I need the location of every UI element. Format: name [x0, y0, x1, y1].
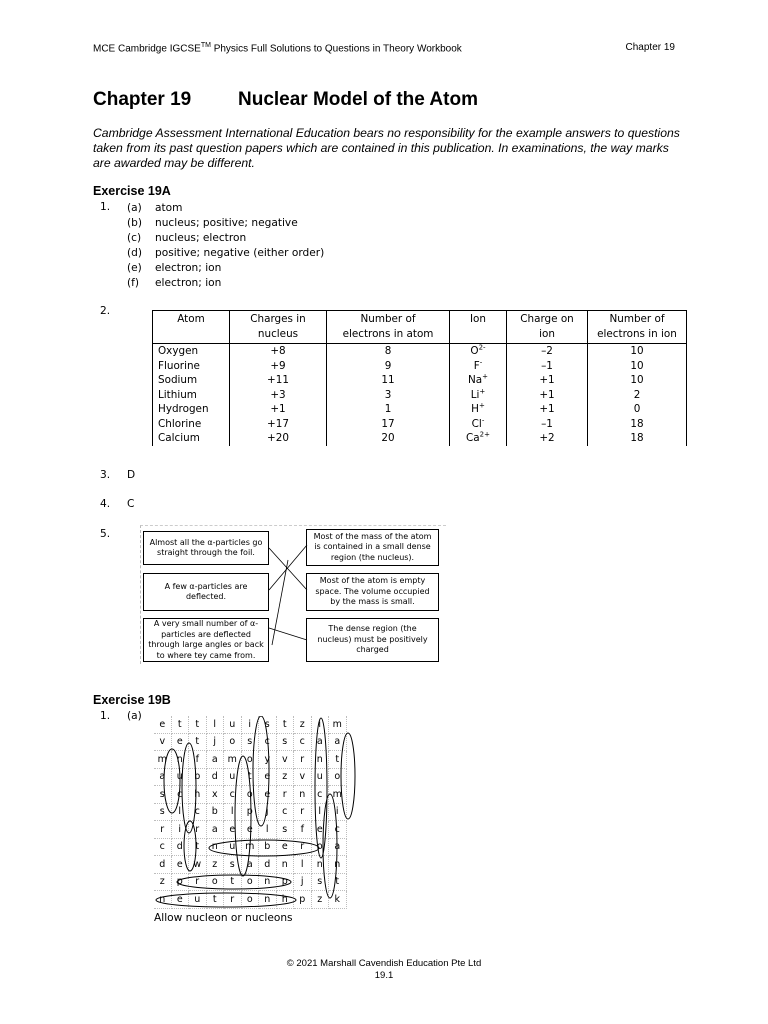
grid-letter: m	[242, 839, 260, 857]
table-cell	[588, 388, 687, 403]
grid-letter: t	[224, 874, 242, 892]
table-cell	[327, 402, 450, 417]
grid-letter: n	[207, 839, 225, 857]
ion-charge-superscript: +	[482, 372, 488, 381]
cell-text: Fluorine	[158, 359, 200, 372]
ion-charge-superscript: 2+	[479, 430, 490, 439]
grid-letter: a	[312, 734, 330, 752]
grid-letter: e	[172, 891, 190, 909]
cell-text: Cl	[471, 417, 482, 430]
cell-text: 9	[384, 359, 392, 372]
grid-letter: e	[154, 716, 172, 734]
grid-letter: f	[294, 821, 312, 839]
grid-letter: e	[259, 769, 277, 787]
grid-letter: o	[224, 734, 242, 752]
table-cell	[450, 373, 507, 388]
table-cell	[327, 431, 450, 446]
grid-letter: z	[312, 891, 330, 909]
ion-charge-superscript: +	[479, 387, 486, 396]
table-cell	[588, 431, 687, 446]
grid-letter: s	[259, 716, 277, 734]
grid-letter: a	[207, 821, 225, 839]
cell-text: 17	[381, 417, 395, 430]
header-line: Ion	[469, 313, 486, 325]
word-circle	[235, 756, 251, 876]
table-cell	[153, 373, 230, 388]
cell-text: Na	[467, 374, 483, 386]
answer: D	[127, 469, 136, 481]
table-cell	[507, 417, 588, 432]
grid-letter: c	[294, 734, 312, 752]
table-row	[153, 402, 687, 417]
grid-letter: m	[154, 751, 172, 769]
grid-letter: c	[277, 804, 295, 822]
cell-text: –2	[541, 345, 553, 357]
grid-letter: b	[259, 839, 277, 857]
cell-text: O	[470, 345, 479, 357]
word-circle	[156, 893, 296, 907]
cell-text: Ca	[466, 432, 480, 444]
grid-letter: c	[154, 839, 172, 857]
list-item-label: (d)	[127, 247, 142, 259]
chapter-name: Nuclear Model of the Atom	[238, 89, 478, 110]
grid-letter: s	[312, 874, 330, 892]
grid-letter: u	[224, 839, 242, 857]
table-row	[153, 344, 687, 359]
list-item-label: (c)	[127, 232, 142, 244]
grid-letter: e	[172, 856, 190, 874]
cell-text: +8	[270, 345, 286, 357]
grid-letter: b	[189, 769, 207, 787]
grid-letter: d	[172, 839, 190, 857]
footer-copyright: © 2021 Marshall Cavendish Education Pte Ltd	[286, 958, 482, 969]
grid-letter: n	[294, 786, 312, 804]
ion-charge-superscript: 2-	[478, 343, 486, 352]
grid-letter: c	[329, 821, 347, 839]
grid-letter: w	[189, 856, 207, 874]
grid-letter: n	[154, 891, 172, 909]
question-number: 1.	[100, 201, 111, 213]
grid-letter: u	[189, 891, 207, 909]
cell-text: +1	[539, 374, 555, 386]
table-cell	[450, 359, 507, 374]
question-sub: (a)	[127, 710, 142, 722]
grid-letter: v	[277, 751, 295, 769]
grid-letter: r	[189, 874, 207, 892]
cell-text: +9	[270, 359, 286, 372]
grid-letter: t	[329, 874, 347, 892]
table-cell	[230, 359, 327, 374]
grid-letter: j	[294, 874, 312, 892]
word-circle	[315, 718, 327, 858]
cell-text: 8	[384, 345, 392, 357]
table-cell	[153, 417, 230, 432]
ion-charge-superscript: +	[478, 401, 485, 410]
grid-letter: l	[259, 821, 277, 839]
grid-letter: n	[312, 856, 330, 874]
header-line: Atom	[177, 313, 205, 325]
table-row	[153, 431, 687, 446]
header-line: electrons in atom	[342, 328, 434, 340]
table-cell	[507, 388, 588, 403]
grid-letter: r	[154, 821, 172, 839]
match-left-box: Almost all the α-particles go straight through the foil.	[143, 531, 269, 565]
ions-table	[152, 310, 687, 446]
grid-letter: n	[277, 856, 295, 874]
cell-text: +1	[539, 388, 555, 401]
exercise-19b-heading: Exercise 19B	[93, 693, 171, 707]
grid-letter: t	[329, 751, 347, 769]
cell-text: +20	[267, 432, 289, 444]
word-circle	[182, 743, 196, 833]
table-cell	[153, 344, 230, 359]
table-cell	[450, 402, 507, 417]
grid-letter: e	[172, 734, 190, 752]
grid-letter: h	[277, 891, 295, 909]
list-item-answer: nucleus; positive; negative	[155, 217, 298, 229]
grid-letter: m	[329, 716, 347, 734]
table-cell	[153, 388, 230, 403]
answer: C	[127, 498, 135, 510]
word-circle	[184, 821, 196, 871]
grid-letter: o	[242, 786, 260, 804]
grid-letter: a	[242, 856, 260, 874]
grid-letter: d	[259, 856, 277, 874]
grid-letter: t	[207, 891, 225, 909]
grid-letter: h	[189, 786, 207, 804]
grid-letter: c	[312, 786, 330, 804]
grid-letter: l	[172, 804, 190, 822]
table-cell	[507, 402, 588, 417]
table-cell	[507, 373, 588, 388]
grid-letter: p	[294, 891, 312, 909]
table-cell	[327, 388, 450, 403]
table-cell	[153, 402, 230, 417]
grid-letter: b	[207, 804, 225, 822]
grid-letter: p	[242, 804, 260, 822]
grid-letter: z	[207, 856, 225, 874]
grid-letter: s	[277, 734, 295, 752]
grid-letter: d	[207, 769, 225, 787]
cell-text: 0	[633, 403, 641, 415]
grid-letter: n	[172, 751, 190, 769]
cell-text: Chlorine	[158, 417, 202, 430]
grid-letter: i	[172, 821, 190, 839]
grid-letter: a	[329, 839, 347, 857]
table-cell	[507, 344, 588, 359]
grid-letter: j	[259, 804, 277, 822]
table-header	[450, 311, 507, 344]
grid-letter: o	[242, 751, 260, 769]
grid-letter: j	[207, 734, 225, 752]
grid-letter: v	[154, 734, 172, 752]
table-cell	[450, 388, 507, 403]
grid-letter: u	[172, 769, 190, 787]
match-left-box: A few α-particles are deflected.	[143, 573, 269, 611]
header-line: nucleus	[257, 328, 299, 340]
grid-letter: c	[259, 734, 277, 752]
word-circle	[323, 794, 337, 898]
word-circle	[341, 733, 355, 819]
cell-text: 10	[630, 359, 644, 372]
page-title	[93, 89, 478, 111]
grid-letter: y	[259, 751, 277, 769]
list-item-label: (a)	[127, 202, 142, 214]
grid-letter: i	[312, 716, 330, 734]
grid-letter: o	[242, 891, 260, 909]
cell-text: +17	[267, 417, 289, 430]
list-item-label: (e)	[127, 262, 142, 274]
grid-letter: p	[172, 874, 190, 892]
table-cell	[230, 431, 327, 446]
grid-letter: z	[277, 769, 295, 787]
cell-text: –1	[541, 417, 553, 430]
list-item-answer: nucleus; electron	[155, 232, 247, 244]
grid-letter: r	[224, 891, 242, 909]
cell-text: +3	[270, 388, 286, 401]
header-line	[455, 327, 501, 342]
grid-letter: o	[329, 769, 347, 787]
grid-letter: s	[277, 821, 295, 839]
table-cell	[230, 402, 327, 417]
table-header	[588, 311, 687, 344]
grid-letter: r	[294, 751, 312, 769]
word-circle	[253, 716, 269, 826]
match-line	[272, 560, 288, 645]
grid-letter: l	[312, 804, 330, 822]
cell-text: +11	[267, 374, 289, 386]
grid-letter: u	[224, 716, 242, 734]
grid-letter: p	[277, 874, 295, 892]
running-header-chapter: Chapter 19	[625, 42, 675, 53]
matching-lines	[260, 525, 320, 665]
table-row	[153, 388, 687, 403]
grid-letter: i	[329, 804, 347, 822]
cell-text: Li	[470, 388, 480, 401]
table-cell	[588, 373, 687, 388]
grid-letter: e	[224, 821, 242, 839]
question-number: 1.	[100, 710, 111, 722]
grid-letter: z	[154, 874, 172, 892]
list-item-answer: positive; negative (either order)	[155, 247, 325, 259]
table-cell	[327, 359, 450, 374]
table-header	[507, 311, 588, 344]
grid-letter: m	[329, 786, 347, 804]
word-search-grid	[154, 716, 364, 908]
table-row	[153, 417, 687, 432]
grid-letter: f	[189, 751, 207, 769]
grid-letter: a	[329, 734, 347, 752]
table-cell	[153, 431, 230, 446]
cell-text: 18	[630, 432, 644, 444]
grid-letter: e	[242, 821, 260, 839]
grid-letter: o	[242, 874, 260, 892]
table-header	[327, 311, 450, 344]
table-cell	[450, 344, 507, 359]
grid-letter: t	[277, 716, 295, 734]
word-search-circles	[154, 716, 369, 911]
grid-letter: s	[154, 786, 172, 804]
header-line	[158, 327, 224, 342]
grid-letter: r	[294, 804, 312, 822]
table-cell	[230, 344, 327, 359]
header-line: Charge on	[520, 313, 574, 325]
cell-text: Hydrogen	[158, 403, 209, 415]
grid-letter: z	[294, 716, 312, 734]
grid-letter: n	[259, 891, 277, 909]
header-line: electrons in ion	[597, 328, 677, 340]
match-right-box: Most of the atom is empty space. The volume occupied by the mass is small.	[306, 573, 439, 611]
grid-letter: t	[189, 716, 207, 734]
cell-text: Lithium	[158, 388, 197, 401]
table-cell	[230, 388, 327, 403]
grid-letter: a	[154, 769, 172, 787]
cell-text: +1	[270, 403, 286, 415]
grid-letter: t	[189, 734, 207, 752]
grid-letter: r	[277, 786, 295, 804]
match-right-box: Most of the mass of the atom is contained in a small dense region (the nucleus).	[306, 529, 439, 566]
cell-text: H	[471, 403, 479, 415]
grid-letter: c	[224, 786, 242, 804]
cell-text: 1	[384, 403, 392, 415]
header-line: ion	[539, 328, 555, 340]
word-circle	[177, 875, 291, 889]
chapter-number: Chapter 19	[93, 89, 192, 110]
grid-letter: k	[329, 891, 347, 909]
table-cell	[588, 359, 687, 374]
grid-letter: i	[242, 716, 260, 734]
grid-letter: n	[329, 856, 347, 874]
table-cell	[507, 359, 588, 374]
cell-text: Oxygen	[158, 345, 199, 357]
grid-letter: s	[154, 804, 172, 822]
grid-letter: s	[242, 734, 260, 752]
table-row	[153, 373, 687, 388]
cell-text: 18	[630, 417, 644, 430]
grid-note: Allow nucleon or nucleons	[154, 912, 293, 924]
grid-letter: n	[312, 751, 330, 769]
grid-letter: s	[224, 856, 242, 874]
cell-text: 3	[384, 388, 392, 401]
grid-letter: x	[207, 786, 225, 804]
grid-letter: u	[224, 769, 242, 787]
cell-text: 11	[381, 374, 395, 386]
grid-letter: o	[312, 839, 330, 857]
exercise-19a-heading: Exercise 19A	[93, 184, 171, 198]
word-circle	[164, 749, 180, 813]
list-item-label: (b)	[127, 217, 142, 229]
grid-letter: e	[277, 839, 295, 857]
cell-text: –1	[541, 359, 553, 372]
table-cell	[327, 417, 450, 432]
grid-letter: e	[312, 821, 330, 839]
cell-text: +2	[539, 432, 555, 444]
grid-letter: t	[242, 769, 260, 787]
grid-letter: v	[294, 769, 312, 787]
table-cell	[588, 344, 687, 359]
grid-letter: e	[259, 786, 277, 804]
cell-text: F	[473, 359, 480, 372]
cell-text: +1	[539, 403, 555, 415]
table-cell	[327, 344, 450, 359]
table-cell	[327, 373, 450, 388]
match-right-box: The dense region (the nucleus) must be positively charged	[306, 618, 439, 662]
grid-letter: r	[294, 839, 312, 857]
question-number: 2.	[100, 305, 111, 317]
grid-letter: r	[189, 821, 207, 839]
table-header	[153, 311, 230, 344]
cell-text: 10	[630, 345, 644, 357]
grid-letter: c	[189, 804, 207, 822]
list-item-answer: atom	[155, 202, 183, 214]
cell-text: Calcium	[158, 432, 200, 444]
grid-letter: m	[224, 751, 242, 769]
table-cell	[507, 431, 588, 446]
ion-charge-superscript: -	[479, 358, 483, 367]
table-cell	[450, 417, 507, 432]
grid-letter: t	[172, 716, 190, 734]
running-header-title: MCE Cambridge IGCSE™ Physics Full Solutions to Questions in Theory Workbook	[93, 42, 462, 55]
grid-letter: o	[207, 874, 225, 892]
match-left-box: A very small number of α-particles are deflected through large angles or back to where tey came from.	[143, 618, 269, 662]
header-line: Number of	[609, 313, 665, 325]
cell-text: 2	[633, 388, 641, 401]
question-number: 4.	[100, 498, 111, 510]
table-row	[153, 359, 687, 374]
grid-letter: n	[259, 874, 277, 892]
grid-letter: d	[154, 856, 172, 874]
list-item-answer: electron; ion	[155, 277, 222, 289]
question-number: 5.	[100, 528, 111, 540]
disclaimer: Cambridge Assessment International Education bears no responsibility for the example answers to questions taken from its past question papers which are contained in this publication. In examinations, the way marks are awarded may be different.	[93, 126, 680, 170]
grid-letter: a	[207, 751, 225, 769]
grid-letter: l	[224, 804, 242, 822]
grid-letter: c	[172, 786, 190, 804]
list-item-label: (f)	[127, 277, 139, 289]
grid-letter: l	[294, 856, 312, 874]
table-cell	[153, 359, 230, 374]
cell-text: 10	[630, 374, 644, 386]
table-cell	[230, 373, 327, 388]
grid-letter: t	[189, 839, 207, 857]
word-circle	[209, 840, 319, 856]
list-item-answer: electron; ion	[155, 262, 222, 274]
table-cell	[588, 417, 687, 432]
table-cell	[588, 402, 687, 417]
header-line: Number of	[360, 313, 416, 325]
cell-text: 20	[381, 432, 395, 444]
table-cell	[450, 431, 507, 446]
ion-charge-superscript: -	[481, 416, 485, 425]
grid-letter: l	[207, 716, 225, 734]
footer-page-number: 19.1	[374, 970, 394, 981]
cell-text: Sodium	[158, 374, 198, 386]
header-line: Charges in	[250, 313, 306, 325]
table-header	[230, 311, 327, 344]
question-number: 3.	[100, 469, 111, 481]
table-cell	[230, 417, 327, 432]
grid-letter: u	[312, 769, 330, 787]
